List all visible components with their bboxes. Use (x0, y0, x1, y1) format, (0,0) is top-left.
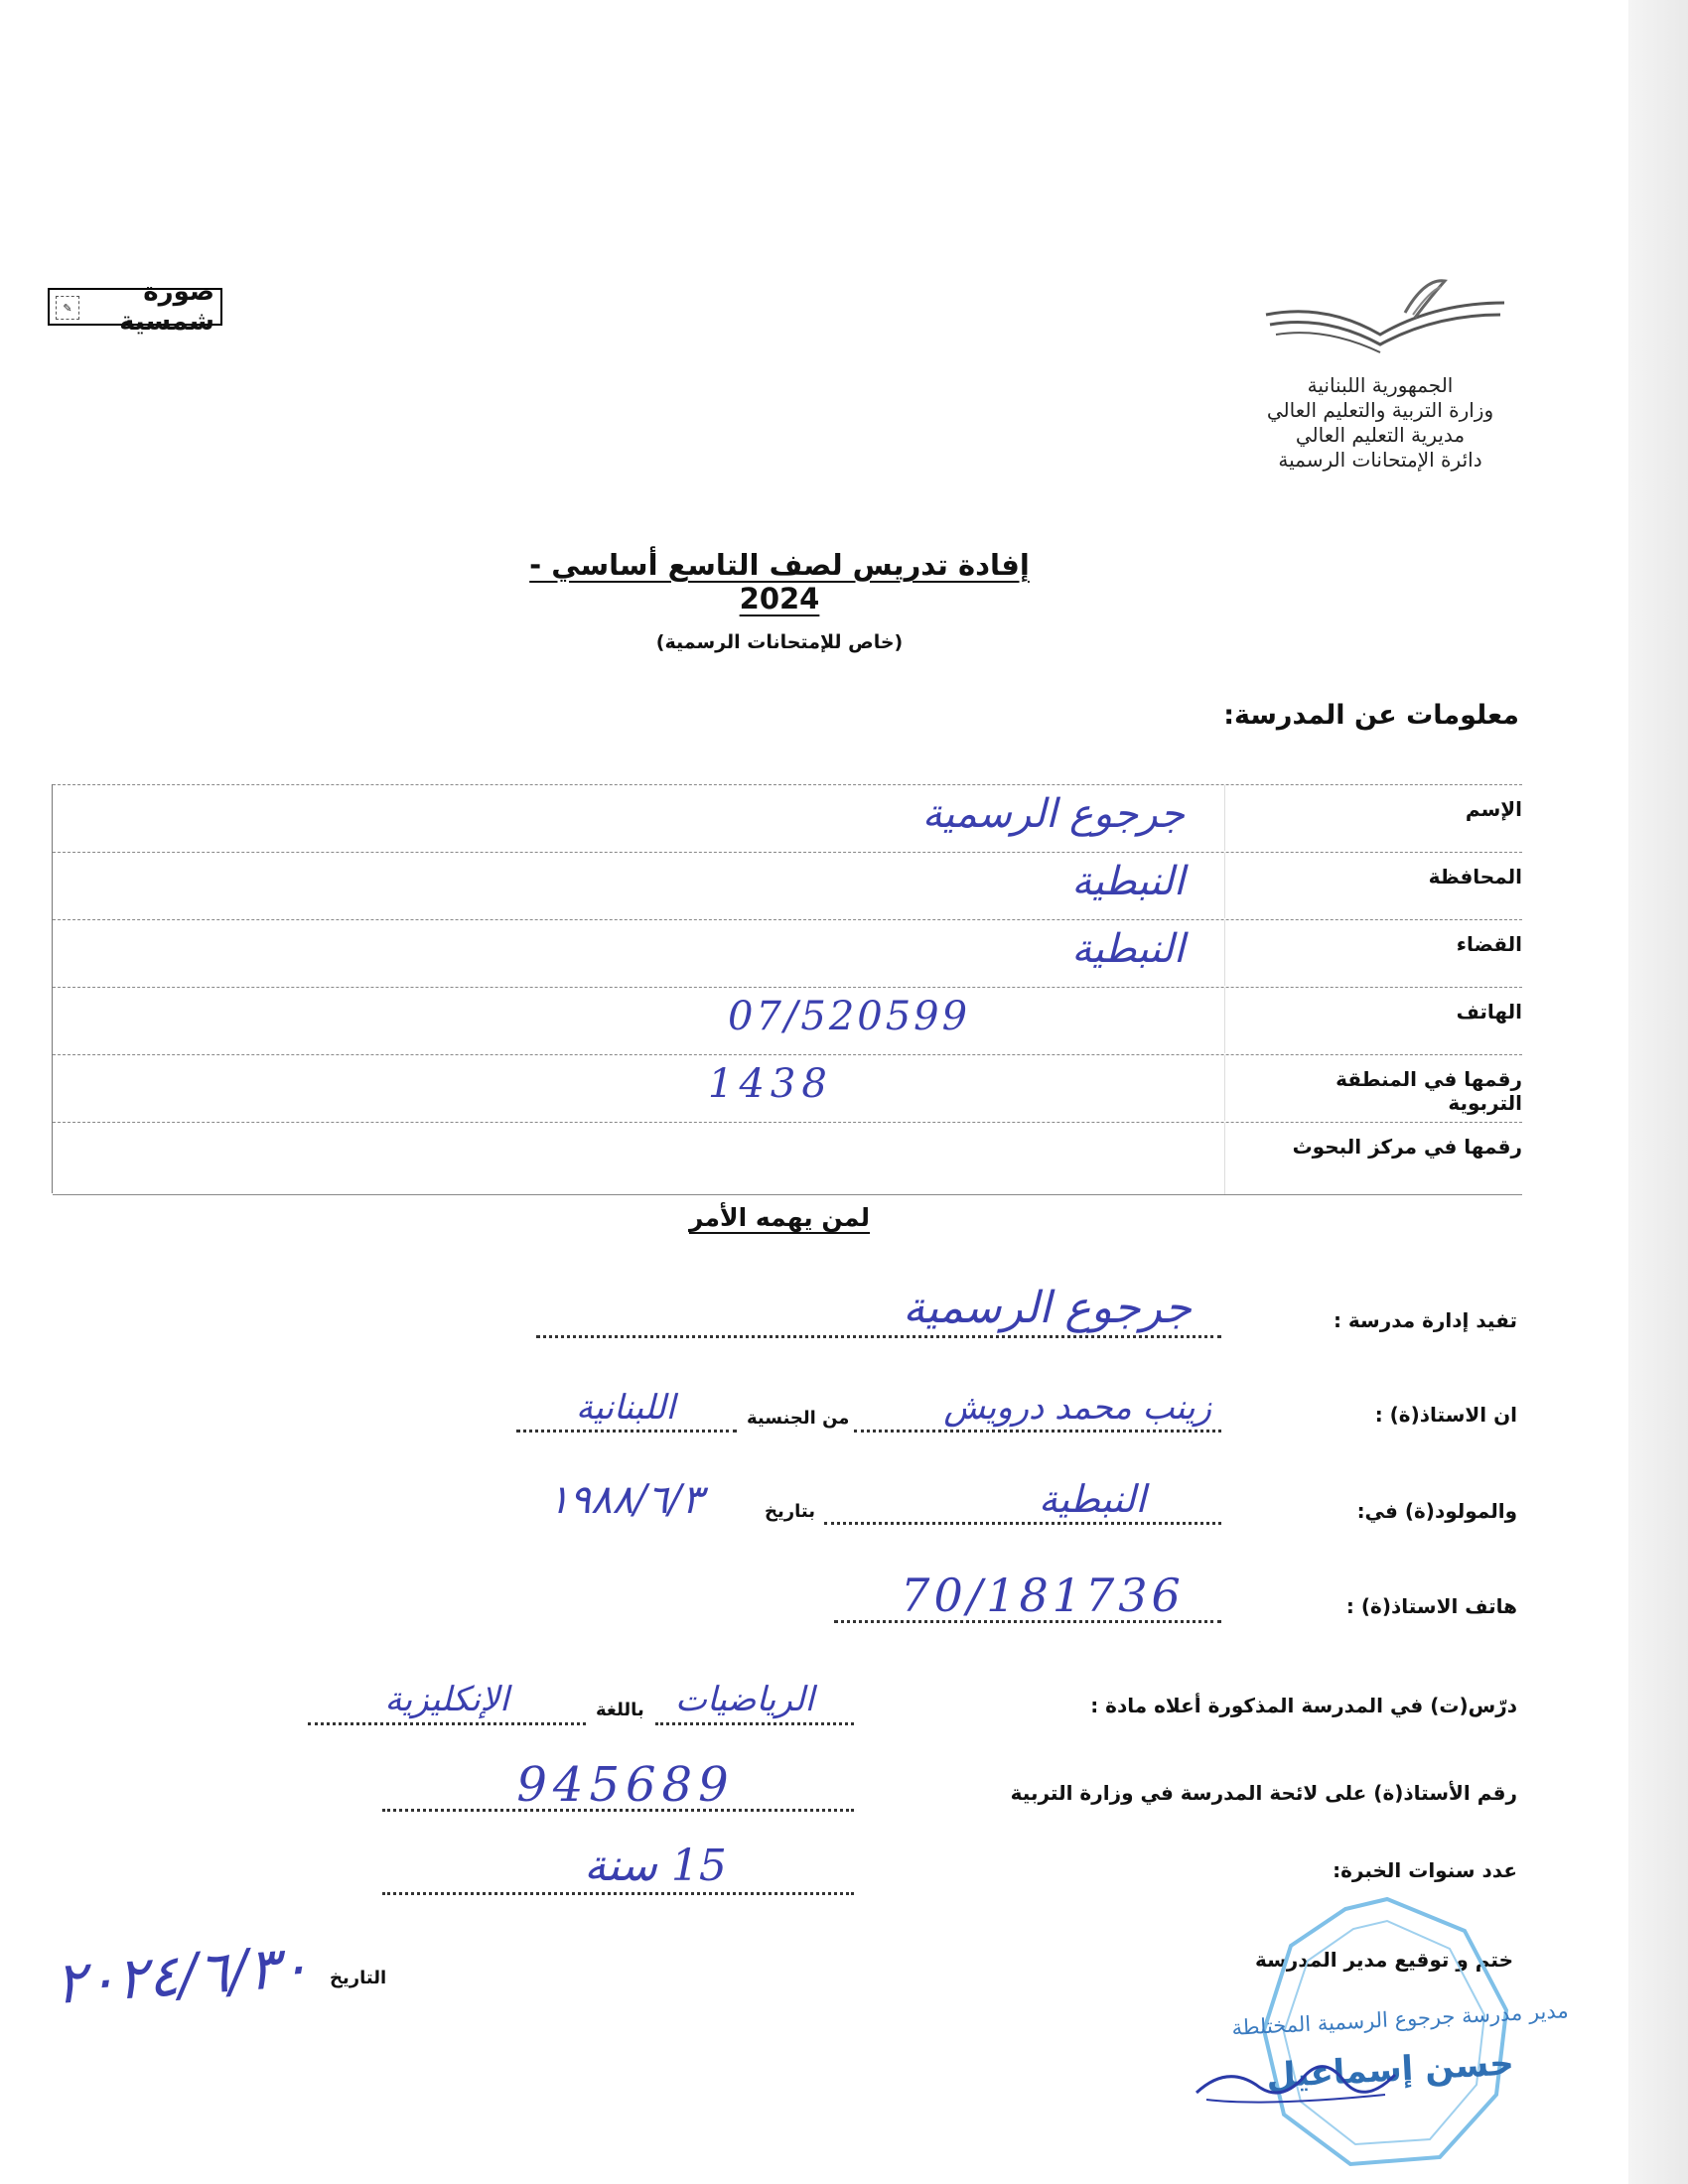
ministry-line-3: مديرية التعليم العالي (1295, 423, 1466, 447)
nationality-label: من الجنسية (747, 1408, 850, 1429)
ministry-line-2: وزارة التربية والتعليم العالي (1266, 398, 1494, 422)
seal-label: ختم و توقيع مدير المدرسة (1254, 1948, 1513, 1972)
school-admin-label: تفيد إدارة مدرسة : (1333, 1308, 1517, 1332)
date-field-label: التاريخ (330, 1968, 387, 1988)
ministry-line-1: الجمهورية اللبنانية (1307, 373, 1454, 397)
dotted-line (382, 1892, 854, 1895)
date-label: بتاريخ (765, 1501, 815, 1522)
row-value: جرجوع الرسمية (921, 791, 1185, 837)
table-row (53, 1122, 1522, 1195)
school-admin-value: جرجوع الرسمية (903, 1283, 1192, 1333)
dotted-line (536, 1335, 1221, 1338)
row-label: رقمها في مركز البحوث (1292, 1135, 1522, 1159)
experience-label: عدد سنوات الخبرة: (1333, 1858, 1517, 1882)
born-label: والمولود(ة) في: (1356, 1499, 1517, 1523)
stamp-text-line-1: مدير مدرسة جرجوع الرسمية المختلطة (1230, 1998, 1570, 2040)
row-label: الإسم (1465, 797, 1522, 821)
table-row (53, 1054, 1522, 1121)
dotted-line (516, 1430, 737, 1433)
row-label: المحافظة (1428, 865, 1522, 888)
table-row (53, 852, 1522, 918)
nationality-value: اللبنانية (576, 1388, 675, 1428)
photo-box (48, 277, 222, 337)
dotted-line (655, 1722, 854, 1725)
language-value: الإنكليزية (384, 1680, 509, 1719)
document-subtitle: (خاص للإمتحانات الرسمية) (655, 631, 904, 653)
born-place-value: النبطية (1038, 1477, 1147, 1521)
row-label: الهاتف (1456, 1000, 1522, 1024)
row-value: 07/520599 (728, 994, 971, 1039)
document-title: إفادة تدريس لصف التاسع أساسي - 2024 (529, 548, 1030, 615)
photo-icon: ✎ (56, 296, 79, 320)
dotted-line (308, 1722, 586, 1725)
row-value: النبطية (1071, 859, 1185, 904)
table-row (53, 987, 1522, 1053)
signature-icon (1187, 2045, 1405, 2115)
teacher-label: ان الاستاذ(ة) : (1374, 1403, 1517, 1427)
row-label: رقمها في المنطقة التربوية (1336, 1067, 1522, 1115)
row-label: القضاء (1456, 932, 1522, 956)
ministry-header (1192, 373, 1569, 473)
teacher-no-label: رقم الأستاذ(ة) على لائحة المدرسة في وزارة التربية (1010, 1781, 1517, 1805)
school-info-table (52, 784, 1522, 1193)
teacher-no-value: 945689 (516, 1757, 735, 1813)
teacher-value: زينب محمد درويش (943, 1388, 1211, 1428)
phone-label: هاتف الاستاذ(ة) : (1345, 1594, 1517, 1618)
language-label: باللغة (596, 1700, 644, 1720)
stamp-text-line-2: حسن إسماعيل (1265, 2043, 1515, 2097)
school-info-heading: معلومات عن المدرسة: (1223, 700, 1519, 731)
scan-edge (1628, 0, 1688, 2184)
dotted-line (854, 1430, 1221, 1433)
table-row (53, 919, 1522, 986)
experience-value: 15 سنة (584, 1841, 727, 1891)
concern-heading: لمن يهمه الأمر (688, 1203, 871, 1232)
phone-value: 70/181736 (901, 1569, 1185, 1622)
born-date-value: ١٩٨٨/٦/٣ (548, 1477, 703, 1523)
date-field-value: ٢٠٢٤/٦/٣٠ (52, 1932, 313, 2017)
photo-box-label: صورة شمسية (119, 277, 214, 337)
subject-value: الرياضيات (675, 1680, 814, 1719)
row-value: النبطية (1071, 926, 1185, 972)
dotted-line (824, 1522, 1221, 1525)
book-logo-icon (1256, 273, 1514, 362)
taught-label: درّس(ت) في المدرسة المذكورة أعلاه مادة : (1090, 1694, 1517, 1717)
ministry-line-4: دائرة الإمتحانات الرسمية (1278, 448, 1482, 472)
table-row (53, 784, 1522, 851)
row-value: 1438 (708, 1061, 833, 1107)
